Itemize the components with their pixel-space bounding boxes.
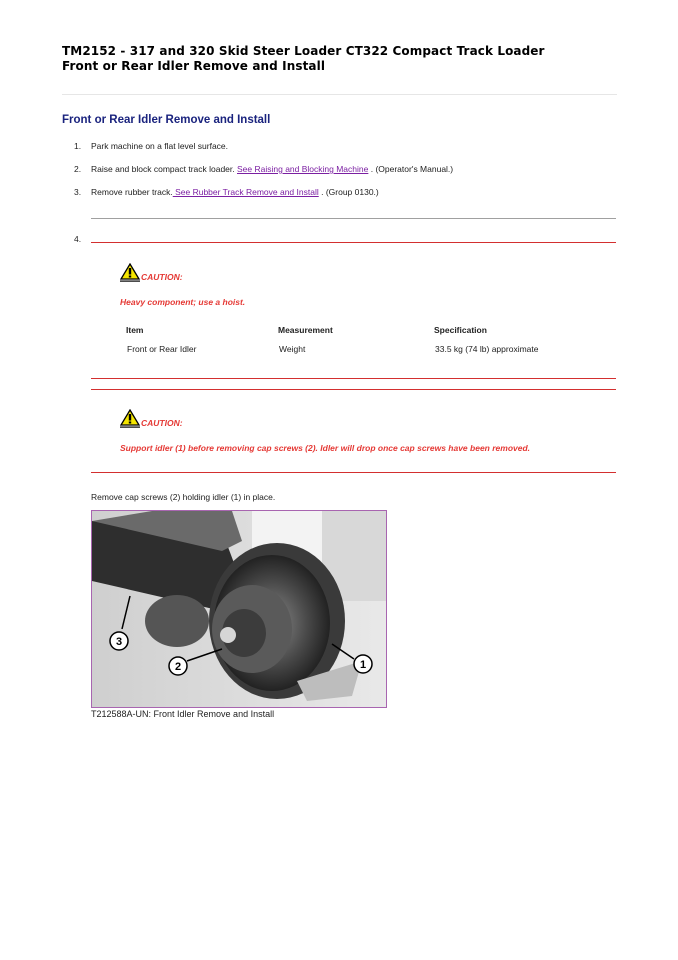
link-rubber-track-remove-install[interactable]: See Rubber Track Remove and Install [172,187,319,197]
document-title [62,44,545,74]
spec-table [126,324,539,355]
cell-measurement: Weight [279,344,306,354]
column-header-measurement: Measurement [278,325,333,335]
step-number: 3. [74,187,82,197]
step-3 [74,187,614,199]
document-title-line2: Front or Rear Idler Remove and Install [62,59,326,73]
spec-table-header [126,324,539,336]
link-raising-blocking-machine[interactable]: See Raising and Blocking Machine [237,164,369,174]
warning-triangle-icon [120,409,140,428]
column-header-specification: Specification [434,325,487,335]
warning-triangle-icon [120,263,140,282]
step-number: 4. [74,234,82,244]
step-text: Raise and block compact track loader. [91,164,237,174]
caution-divider-top-2 [91,389,616,390]
instruction-text: Remove cap screws (2) holding idler (1) in place. [91,492,276,502]
section-title: Front or Rear Idler Remove and Install [62,114,271,126]
caution-text: Support idler (1) before removing cap screws (2). Idler will drop once cap screws have been removed. [120,443,531,453]
figure-front-idler-image[interactable] [91,510,387,708]
caution-text: Heavy component; use a hoist. [120,297,246,307]
step-text: Remove rubber track. [91,187,173,197]
step-4 [74,234,94,246]
header-divider [62,94,617,95]
step-number: 1. [74,141,82,151]
figure-caption: T212588A-UN: Front Idler Remove and Install [91,709,275,719]
step-number: 2. [74,164,82,174]
idler-photo-illustration [92,511,387,708]
callout-1: 1 [359,659,367,671]
step-text-suffix: . (Group 0130.) [318,187,379,197]
step-text: Park machine on a flat level surface. [91,141,229,151]
caution-divider-bottom-2 [91,472,616,473]
table-row [126,336,539,355]
caution-divider-bottom [91,378,616,379]
step-text-suffix: . (Operator's Manual.) [368,164,454,174]
callout-3: 3 [115,636,123,648]
step-1 [74,141,614,153]
cell-specification: 33.5 kg (74 lb) approximate [435,344,539,354]
caution-label: CAUTION: [141,272,183,282]
caution-header-2 [120,409,183,428]
document-title-line1: TM2152 - 317 and 320 Skid Steer Loader CT322 Compact Track Loader [62,44,545,58]
caution-label: CAUTION: [141,418,183,428]
callout-2: 2 [174,661,182,673]
caution-divider-top [91,242,616,243]
step-2 [74,164,614,176]
column-header-item: Item [126,325,144,335]
cell-item: Front or Rear Idler [127,344,197,354]
divider-grey [91,218,616,219]
caution-header-1 [120,263,183,282]
